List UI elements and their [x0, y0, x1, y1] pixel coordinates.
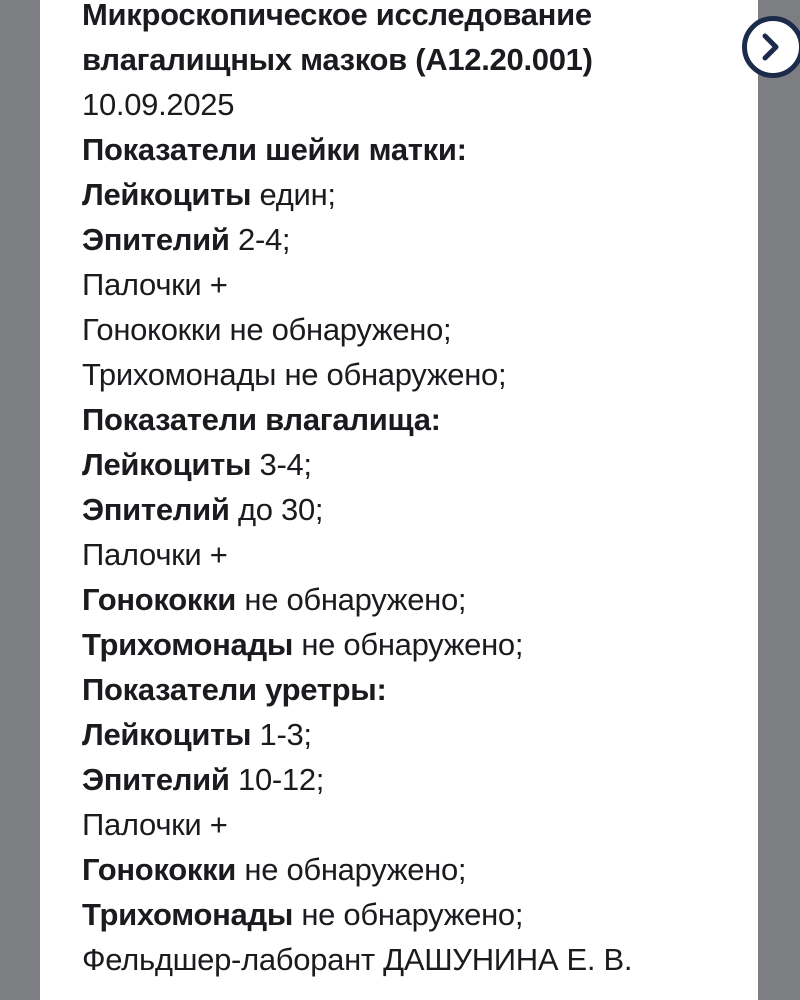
result-label: Трихомонады: [82, 897, 294, 932]
result-value: 2-4;: [238, 222, 291, 257]
result-row: [82, 262, 742, 307]
section-heading-urethra: Показатели уретры:: [82, 672, 387, 707]
result-value: 10-12;: [238, 762, 325, 797]
result-label: Лейкоциты: [82, 177, 252, 212]
result-row: [82, 352, 742, 397]
result-value: не обнаружено;: [229, 312, 452, 347]
result-row: [82, 622, 742, 667]
result-label: Трихомонады: [82, 357, 277, 392]
result-row: [82, 847, 742, 892]
report-card: [40, 0, 758, 1000]
result-row: [82, 757, 742, 802]
result-row: [82, 712, 742, 757]
result-value: не обнаружено;: [244, 852, 467, 887]
result-label: Гонококки: [82, 852, 237, 887]
report-title-line-2: влагалищных мазков (A12.20.001): [82, 42, 593, 77]
result-label: Гонококки: [82, 312, 222, 347]
result-label: Палочки: [82, 537, 202, 572]
result-row: [82, 307, 742, 352]
next-button[interactable]: [742, 16, 800, 78]
lab-signature: Фельдшер-лаборант ДАШУНИНА Е. В.: [82, 942, 633, 977]
report-title-line-1: Микроскопическое исследование: [82, 0, 592, 32]
result-label: Палочки: [82, 267, 202, 302]
result-value: +: [209, 537, 228, 572]
result-label: Гонококки: [82, 582, 237, 617]
result-value: +: [209, 267, 228, 302]
result-row: [82, 217, 742, 262]
result-label: Эпителий: [82, 762, 230, 797]
report-content: [82, 0, 742, 982]
result-value: не обнаружено;: [301, 897, 524, 932]
result-value: не обнаружено;: [244, 582, 467, 617]
chevron-right-icon: [755, 32, 791, 62]
result-value: един;: [259, 177, 336, 212]
section-heading-cervix: Показатели шейки матки:: [82, 132, 467, 167]
result-row: [82, 442, 742, 487]
result-value: не обнаружено;: [301, 627, 524, 662]
result-row: [82, 577, 742, 622]
result-row: [82, 892, 742, 937]
result-value: 1-3;: [259, 717, 312, 752]
result-row: [82, 802, 742, 847]
result-label: Лейкоциты: [82, 447, 252, 482]
result-label: Эпителий: [82, 492, 230, 527]
result-value: +: [209, 807, 228, 842]
result-label: Лейкоциты: [82, 717, 252, 752]
result-value: не обнаружено;: [284, 357, 507, 392]
result-label: Трихомонады: [82, 627, 294, 662]
result-label: Палочки: [82, 807, 202, 842]
report-date: 10.09.2025: [82, 87, 235, 122]
result-row: [82, 532, 742, 577]
result-value: до 30;: [238, 492, 324, 527]
result-row: [82, 172, 742, 217]
result-value: 3-4;: [259, 447, 312, 482]
section-heading-vagina: Показатели влагалища:: [82, 402, 441, 437]
result-label: Эпителий: [82, 222, 230, 257]
result-row: [82, 487, 742, 532]
